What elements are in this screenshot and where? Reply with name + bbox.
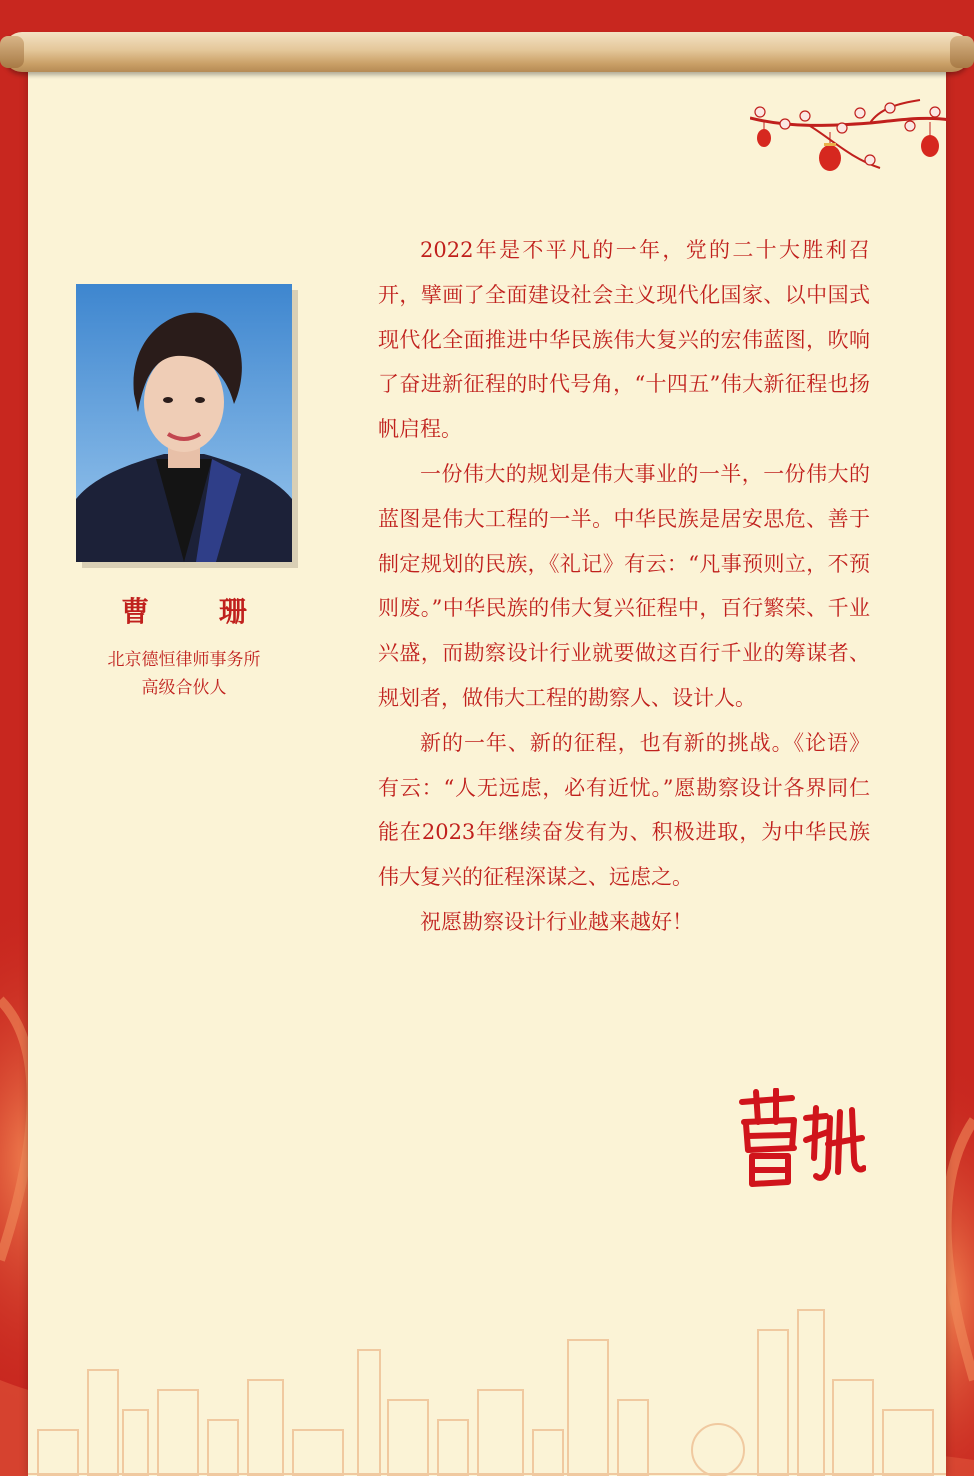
scroll-rod-cap-right [950,36,974,68]
letter-paragraph: 祝愿勘察设计行业越来越好！ [420,909,693,934]
affiliation-org: 北京德恒律师事务所 [107,650,261,670]
person-affiliation [66,646,302,702]
plum-blossom-lantern-icon [750,98,950,188]
scroll-rod [4,32,970,72]
affiliation-title: 高级合伙人 [141,678,227,698]
letter-paragraph: 2022年是不平凡的一年，党的二十大胜利召开，擘画了全面建设社会主义现代化国家、以中国式现代化全面推进中华民族伟大复兴的宏伟蓝图，吹响了奋进新征程的时代号角，“十四五”伟大新征程也扬帆启程。 [378,238,870,442]
portrait-photo [76,284,292,562]
letter-paragraph: 新的一年、新的征程，也有新的挑战。《论语》有云：“人无远虑，必有近忧。”愿勘察设计各界同仁能在2023年继续奋发有为、积极进取，为中华民族伟大复兴的征程深谋之、远虑之。 [378,730,870,890]
scroll-rod-cap-left [0,36,24,68]
city-skyline-icon [28,1290,946,1476]
handwritten-signature [736,1088,866,1188]
letter-paragraph: 一份伟大的规划是伟大事业的一半，一份伟大的蓝图是伟大工程的一半。中华民族是居安思危、善于制定规划的民族，《礼记》有云：“凡事预则立，不预则废。”中华民族的伟大复兴征程中，百行繁荣、千业兴盛，而勘察设计行业就要做这百行千业的筹谋者、规划者，做伟大工程的勘察人、设计人。 [378,461,870,710]
letter-body [378,228,870,945]
person-name: 曹 珊 [121,595,277,628]
